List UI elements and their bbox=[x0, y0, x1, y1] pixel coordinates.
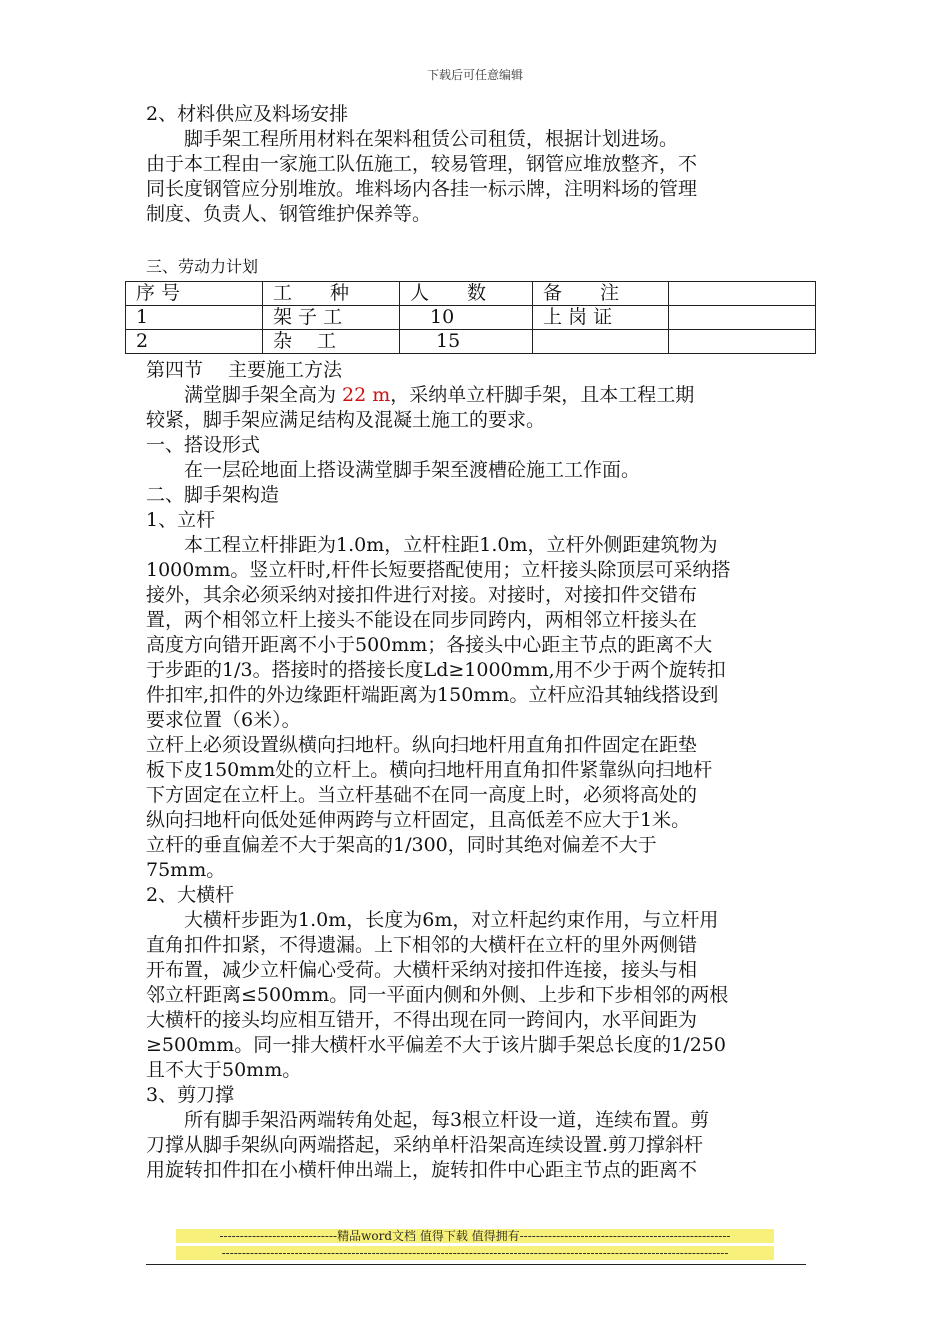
pole-line: 板下皮150mm处的立杆上。横向扫地杆用直角扣件紧靠纵向扫地杆 bbox=[146, 759, 713, 781]
pole-line: 立杆上必须设置纵横向扫地杆。纵向扫地杆用直角扣件固定在距垫 bbox=[146, 734, 698, 756]
table-cell: 架 子 工 bbox=[263, 306, 400, 330]
scaffold-height-value: 22 m bbox=[336, 384, 391, 406]
table-cell: 15 bbox=[400, 330, 533, 354]
pole-line: 要求位置（6米）。 bbox=[146, 709, 301, 731]
table-cell: 2 bbox=[126, 330, 263, 354]
pole-line: 接外，其余必须采纳对接扣件进行对接。对接时，对接扣件交错布 bbox=[146, 584, 698, 606]
pole-line: 置，两个相邻立杆上接头不能设在同步同跨内，两相邻立杆接头在 bbox=[146, 609, 698, 631]
table-cell bbox=[669, 330, 816, 354]
table-header-cell: 人 数 bbox=[400, 282, 533, 306]
intro-line: 较紧，脚手架应满足结构及混凝土施工的要求。 bbox=[146, 409, 546, 431]
section-title: 第四节 主要施工方法 bbox=[146, 359, 343, 381]
intro-text: 满堂脚手架全高为 bbox=[146, 384, 337, 406]
brace-line: 刀撑从脚手架纵向两端搭起，采纳单杆沿架高连续设置.剪刀撑斜杆 bbox=[146, 1134, 704, 1156]
table-header-cell: 序 号 bbox=[126, 282, 263, 306]
pole-line: 于步距的1/3。搭接时的搭接长度Ld≥1000mm,用不少于两个旋转扣 bbox=[146, 659, 726, 681]
pole-line: 1000mm。竖立杆时,杆件长短要搭配使用；立杆接头除顶层可采纳搭 bbox=[146, 559, 731, 581]
brace-line: 所有脚手架沿两端转角处起，每3根立杆设一道，连续布置。剪 bbox=[146, 1109, 710, 1131]
footer-banner-dashes: ----------------------------------------------------------------------------------------------------------------------------- bbox=[176, 1246, 774, 1260]
pole-line: 本工程立杆排距为1.0m，立杆柱距1.0m，立杆外侧距建筑物为 bbox=[146, 534, 718, 556]
table-header-cell bbox=[669, 282, 816, 306]
brace-line: 用旋转扣件扣在小横杆伸出端上，旋转扣件中心距主节点的距离不 bbox=[146, 1159, 698, 1181]
table-header-cell: 备 注 bbox=[533, 282, 669, 306]
pole-line: 下方固定在立杆上。当立杆基础不在同一高度上时，必须将高处的 bbox=[146, 784, 698, 806]
footer-divider bbox=[146, 1264, 806, 1265]
beam-line: 直角扣件扣紧，不得遗漏。上下相邻的大横杆在立杆的里外两侧错 bbox=[146, 934, 698, 956]
materials-line: 由于本工程由一家施工队伍施工，较易管理，钢管应堆放整齐，不 bbox=[146, 153, 698, 175]
materials-heading: 2、材料供应及料场安排 bbox=[146, 103, 349, 125]
form-text: 在一层砼地面上搭设满堂脚手架至渡槽砼施工工作面。 bbox=[146, 459, 641, 481]
materials-line: 制度、负责人、钢管维护保养等。 bbox=[146, 203, 432, 225]
brace-heading: 3、剪刀撑 bbox=[146, 1084, 235, 1106]
table-cell: 1 bbox=[126, 306, 263, 330]
pole-line: 75mm。 bbox=[146, 859, 226, 881]
pole-line: 立杆的垂直偏差不大于架高的1/300，同时其绝对偏差不大于 bbox=[146, 834, 657, 856]
structure-heading: 二、脚手架构造 bbox=[146, 484, 280, 506]
beam-line: 开布置，减少立杆偏心受荷。大横杆采纳对接扣件连接，接头与相 bbox=[146, 959, 698, 981]
beam-line: 大横杆的接头均应相互错开，不得出现在同一跨间内，水平间距为 bbox=[146, 1009, 698, 1031]
table-cell: 10 bbox=[400, 306, 533, 330]
page-header: 下载后可任意编辑 bbox=[426, 68, 523, 82]
beam-line: ≥500mm。同一排大横杆水平偏差不大于该片脚手架总长度的1/250 bbox=[146, 1034, 726, 1056]
table-cell: 上 岗 证 bbox=[533, 306, 669, 330]
labor-heading: 三、劳动力计划 bbox=[146, 257, 259, 276]
pole-line: 高度方向错开距离不小于500mm；各接头中心距主节点的距离不大 bbox=[146, 634, 713, 656]
pole-line: 件扣牢,扣件的外边缘距杆端距离为150mm。立杆应沿其轴线搭设到 bbox=[146, 684, 719, 706]
table-row bbox=[126, 330, 816, 354]
table-row bbox=[126, 306, 816, 330]
beam-line: 且不大于50mm。 bbox=[146, 1059, 302, 1081]
beam-heading: 2、大横杆 bbox=[146, 884, 235, 906]
materials-line: 同长度钢管应分别堆放。堆料场内各挂一标示牌，注明料场的管理 bbox=[146, 178, 698, 200]
intro-text: ，采纳单立杆脚手架，且本工程工期 bbox=[390, 384, 695, 406]
footer-banner: -----------------------------精品word文档 值得下载 值得拥有---------------------------------------------------- bbox=[176, 1229, 774, 1243]
intro-line bbox=[146, 383, 694, 407]
table-cell: 杂 工 bbox=[263, 330, 400, 354]
table-cell bbox=[669, 306, 816, 330]
beam-line: 大横杆步距为1.0m，长度为6m，对立杆起约束作用，与立杆用 bbox=[146, 909, 719, 931]
beam-line: 邻立杆距离≤500mm。同一平面内侧和外侧、上步和下步相邻的两根 bbox=[146, 984, 729, 1006]
table-cell bbox=[533, 330, 669, 354]
labor-table bbox=[125, 281, 816, 354]
table-header-cell: 工 种 bbox=[263, 282, 400, 306]
materials-line: 脚手架工程所用材料在架料租赁公司租赁，根据计划进场。 bbox=[146, 128, 679, 150]
pole-heading: 1、立杆 bbox=[146, 509, 216, 531]
form-heading: 一、搭设形式 bbox=[146, 434, 261, 456]
pole-line: 纵向扫地杆向低处延伸两跨与立杆固定，且高低差不应大于1米。 bbox=[146, 809, 691, 831]
table-header-row bbox=[126, 282, 816, 306]
